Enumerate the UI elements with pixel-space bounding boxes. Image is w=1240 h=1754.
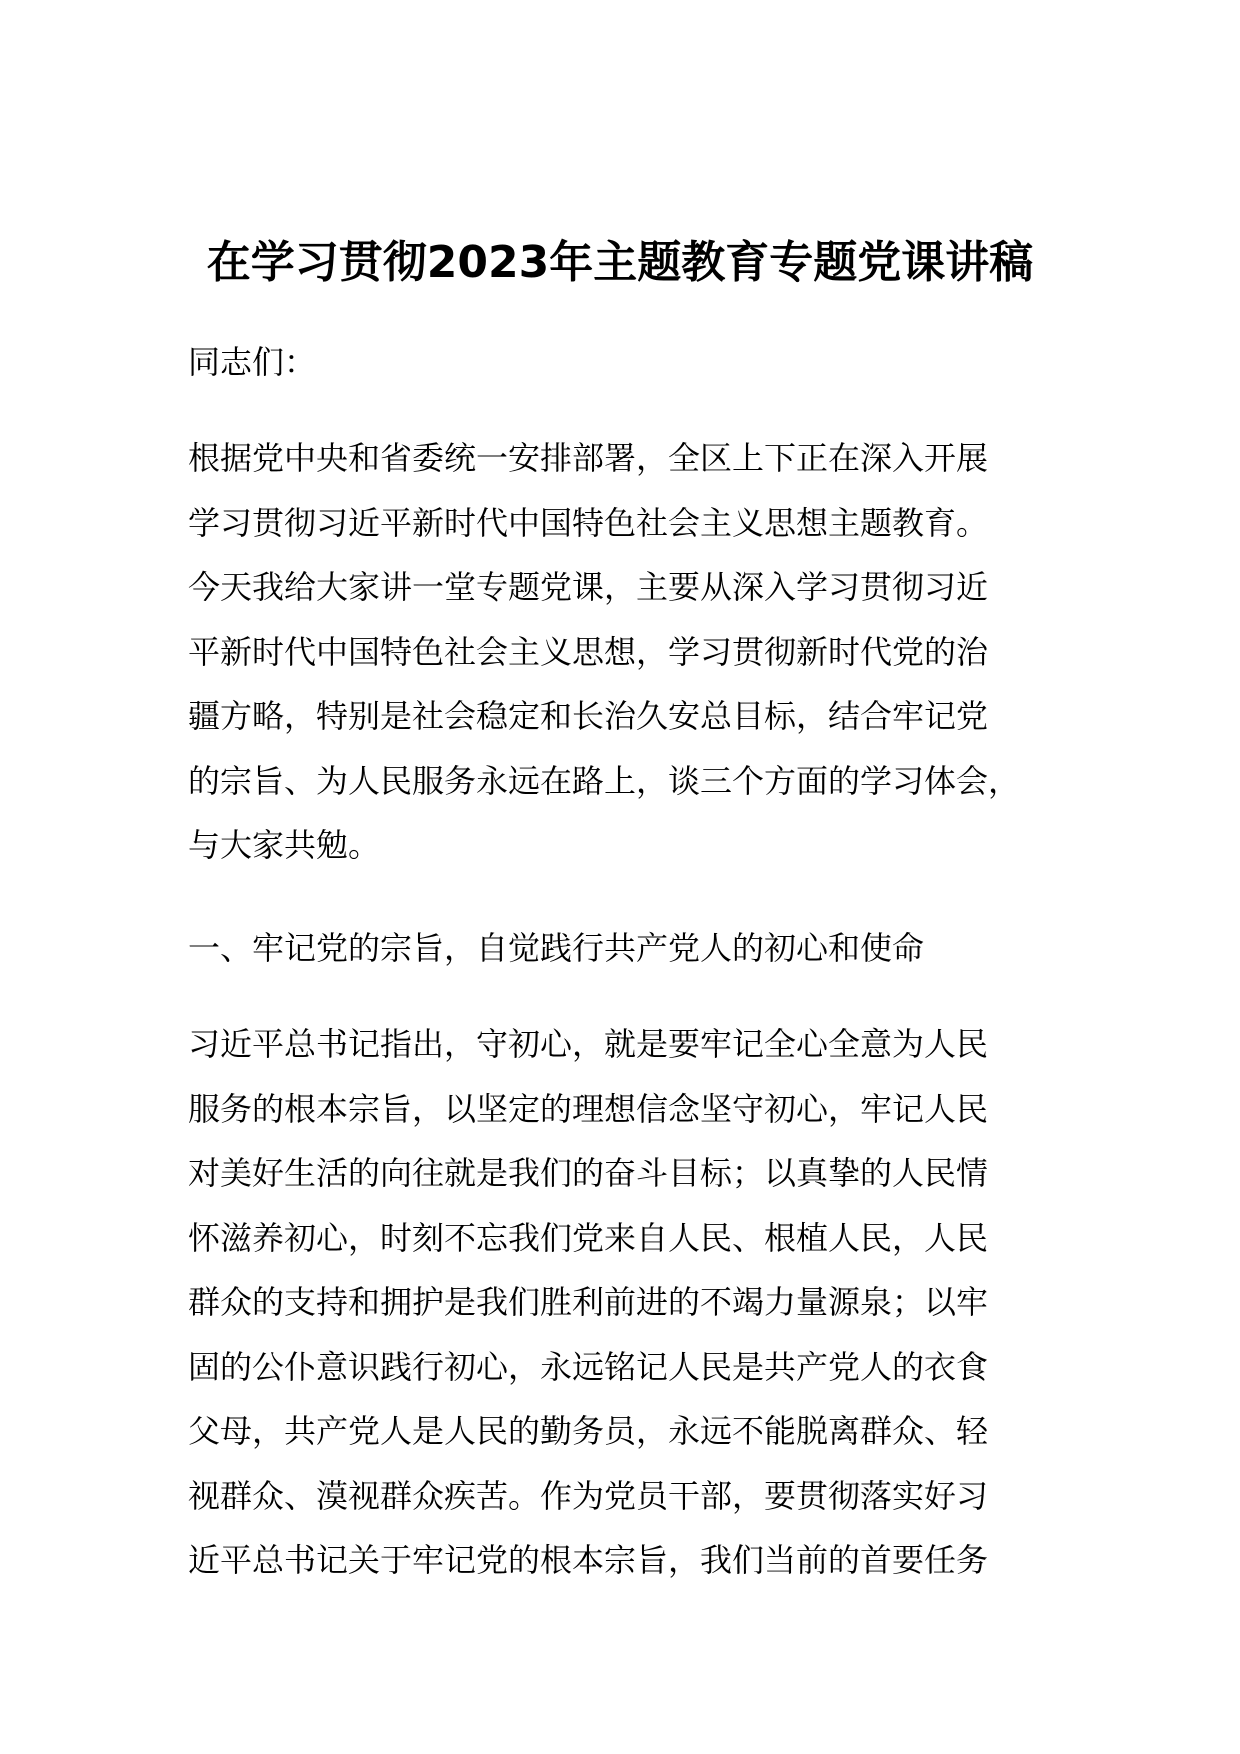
- paragraph-line: 平新时代中国特色社会主义思想，学习贯彻新时代党的治: [188, 632, 989, 671]
- paragraph-line: 怀滋养初心，时刻不忘我们党来自人民、根植人民，人民: [188, 1218, 989, 1257]
- paragraph-line: 固的公仆意识践行初心，永远铭记人民是共产党人的衣食: [188, 1347, 989, 1386]
- paragraph-line: 习近平总书记指出，守初心，就是要牢记全心全意为人民: [188, 1025, 989, 1063]
- paragraph-line: 服务的根本宗旨，以坚定的理想信念坚守初心，牢记人民: [188, 1089, 989, 1128]
- paragraph-line: 的宗旨、为人民服务永远在路上，谈三个方面的学习体会，: [188, 761, 1021, 800]
- paragraph-line: 与大家共勉。: [188, 826, 381, 864]
- paragraph-line: 视群众、漠视群众疾苦。作为党员干部，要贯彻落实好习: [188, 1476, 989, 1515]
- salutation: [188, 330, 1068, 395]
- paragraph-line: 学习贯彻习近平新时代中国特色社会主义思想主题教育。: [188, 503, 989, 542]
- paragraph-line: 今天我给大家讲一堂专题党课，主要从深入学习贯彻习近: [188, 568, 989, 606]
- paragraph-intro: [188, 426, 1068, 878]
- section-heading-1: [188, 916, 1068, 981]
- paragraph-line: 父母，共产党人是人民的勤务员，永远不能脱离群众、轻: [188, 1412, 989, 1450]
- paragraph-section-1: [188, 1012, 1068, 1593]
- section-heading-text: 一、牢记党的宗旨，自觉践行共产党人的初心和使命: [188, 929, 925, 967]
- paragraph-line: 对美好生活的向往就是我们的奋斗目标；以真挚的人民情: [188, 1154, 989, 1192]
- document-title: 在学习贯彻2023年主题教育专题党课讲稿: [206, 237, 1034, 288]
- salutation-text: 同志们：: [188, 343, 317, 381]
- paragraph-line: 群众的支持和拥护是我们胜利前进的不竭力量源泉；以牢: [188, 1283, 989, 1321]
- paragraph-line: 疆方略，特别是社会稳定和长治久安总目标，结合牢记党: [188, 697, 989, 735]
- paragraph-line: 根据党中央和省委统一安排部署，全区上下正在深入开展: [188, 439, 989, 477]
- paragraph-line: 近平总书记关于牢记党的根本宗旨，我们当前的首要任务: [188, 1541, 989, 1579]
